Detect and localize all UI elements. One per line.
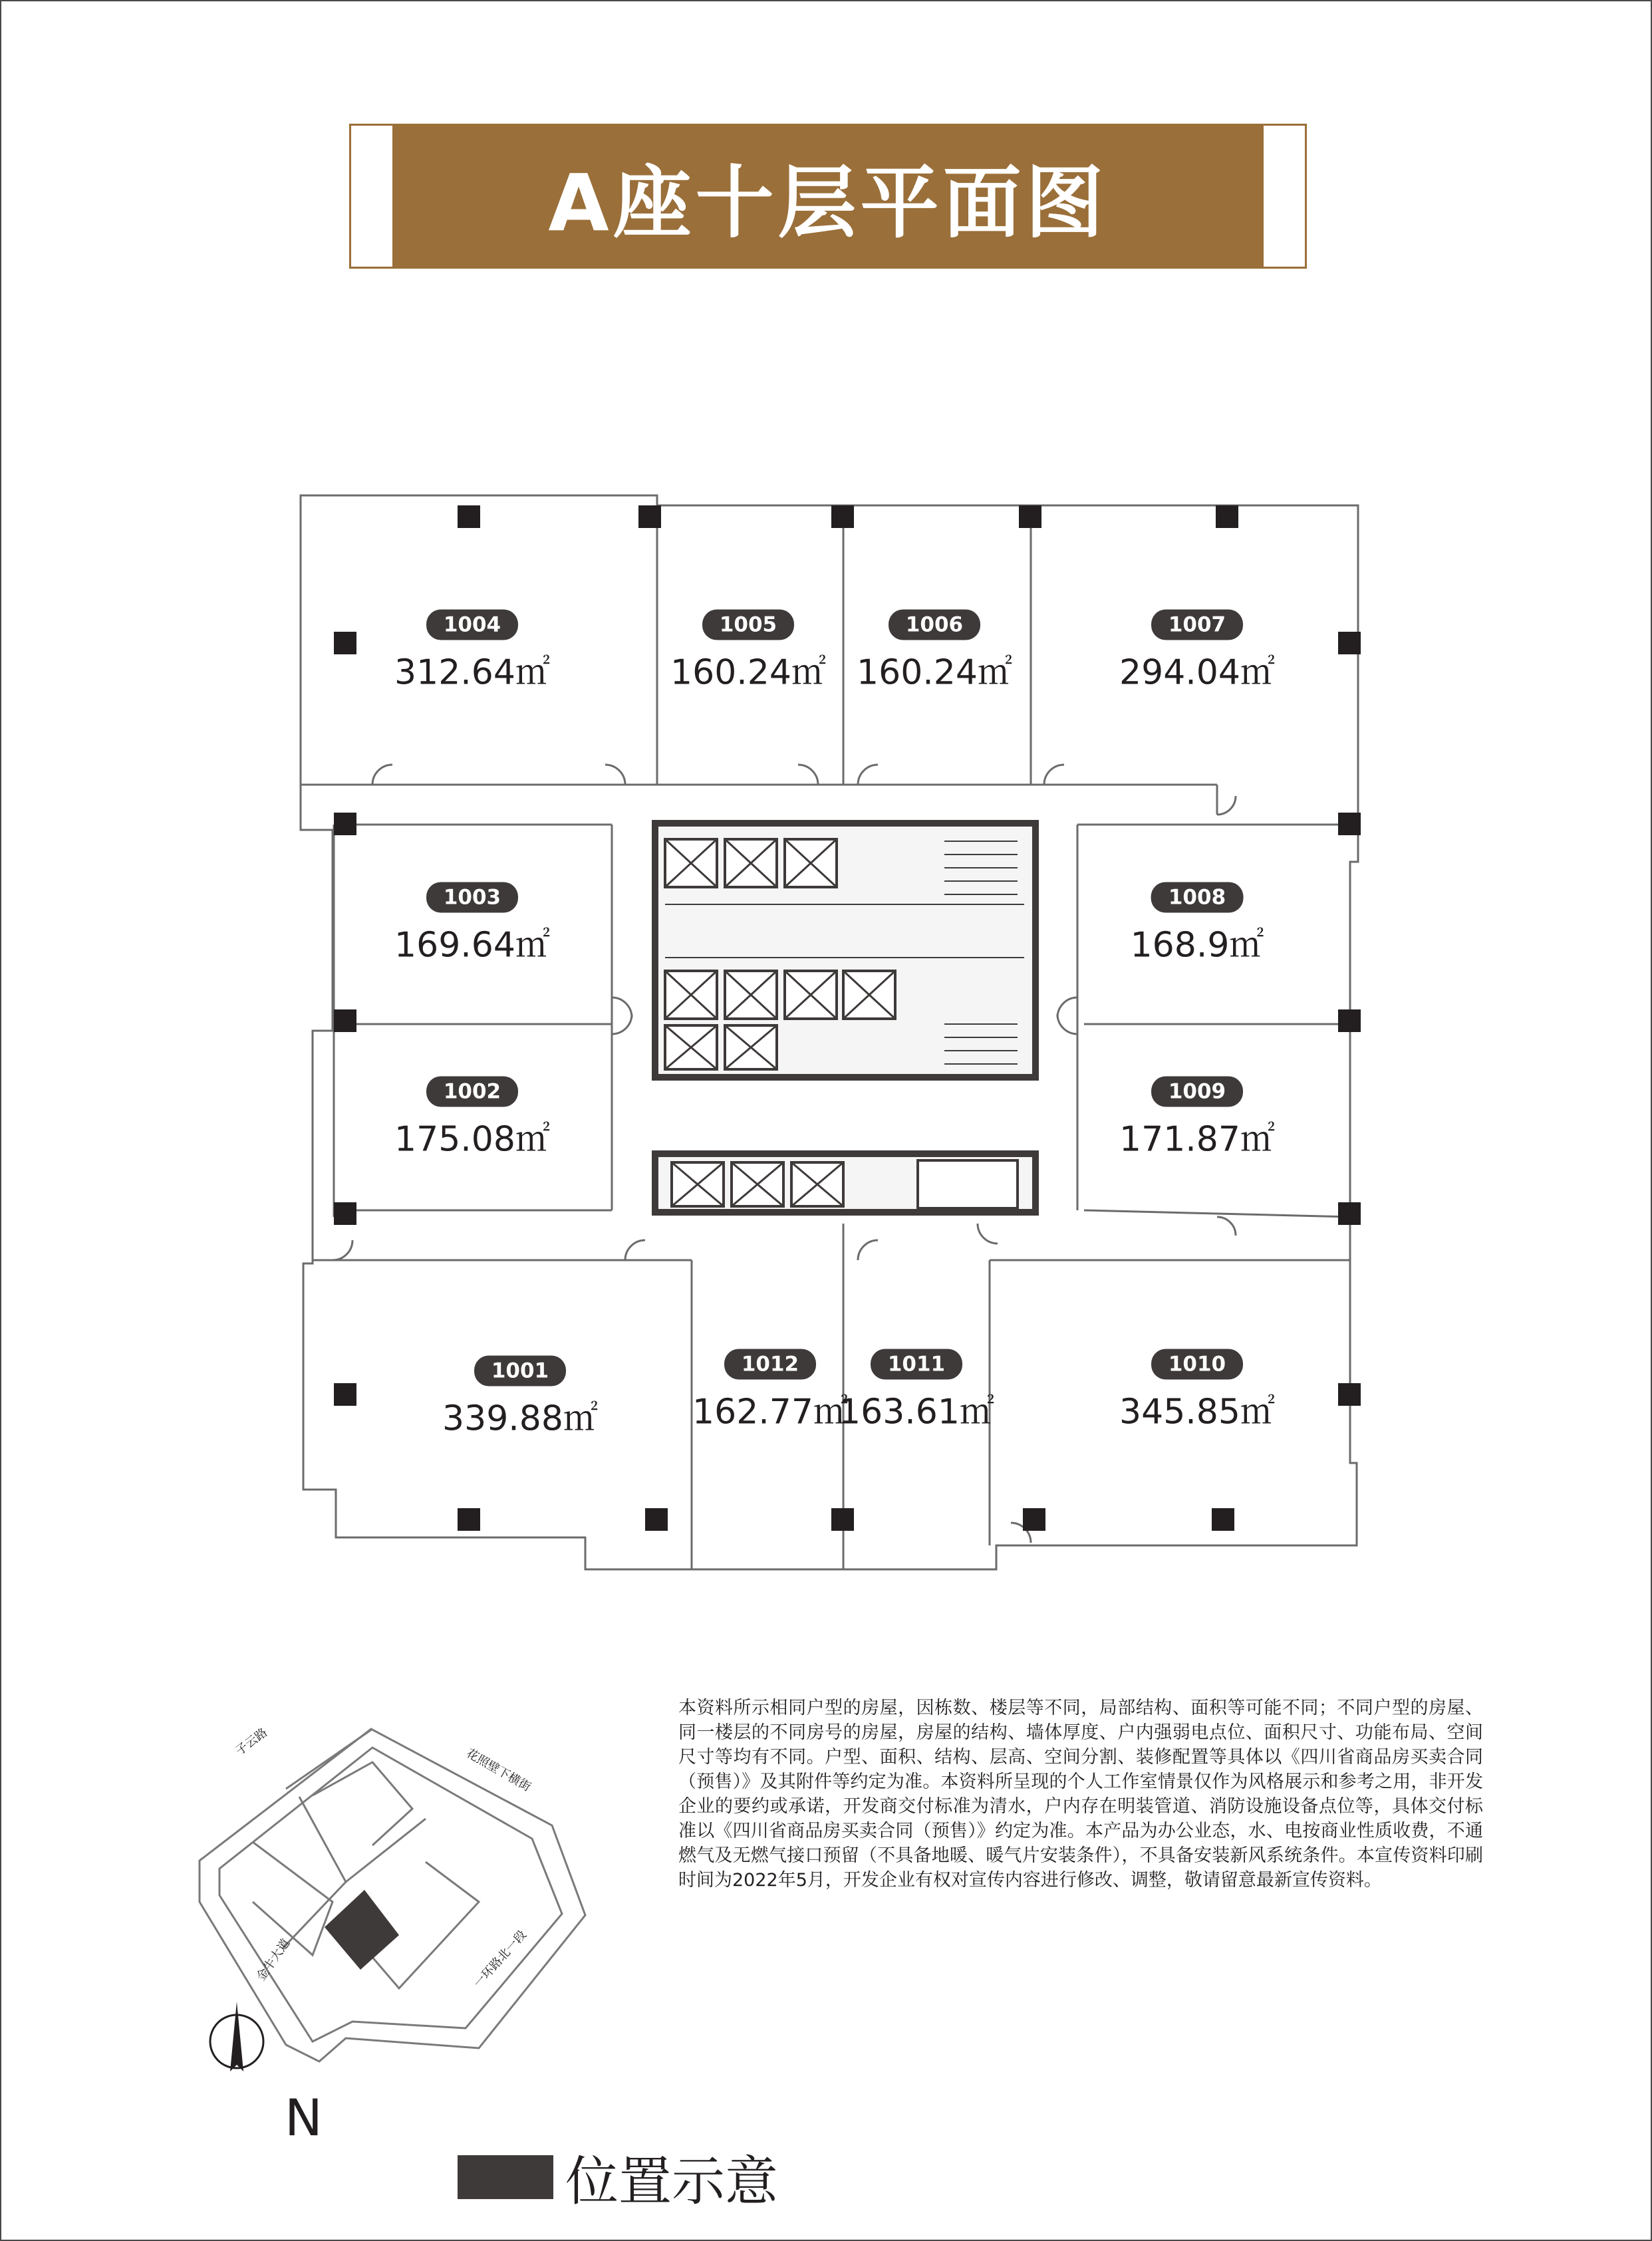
unit-number: 1009 [1151, 1077, 1243, 1107]
unit-number: 1012 [724, 1349, 816, 1380]
unit-area: 163.61㎡ [839, 1392, 994, 1432]
site-location-marker [325, 1890, 399, 1970]
legend-swatch [458, 2155, 553, 2199]
unit-number: 1003 [426, 882, 518, 913]
unit-area: 175.08㎡ [394, 1119, 550, 1160]
unit-area: 294.04㎡ [1119, 652, 1275, 693]
unit-number: 1001 [474, 1356, 566, 1386]
north-arrow-icon [210, 2002, 263, 2071]
unit-area: 168.9㎡ [1130, 925, 1264, 966]
unit-area: 160.24㎡ [670, 652, 826, 693]
unit-number: 1010 [1151, 1349, 1243, 1380]
disclaimer-text: 本资料所示相同户型的房屋，因栋数、楼层等不同，局部结构、面积等可能不同；不同户型的房屋、同一楼层的不同房号的房屋，房屋的结构、墙体厚度、户内强弱电点位、面积尺寸、功能布局、空间尺寸等均有不同。户型、面积、结构、层高、空间分割、装修配置等具体以《四川省商品房买卖合同（预售）》及其附件等约定为准。本资料所呈现的个人工作室情景仅作为风格展示和参考之用，非开发企业的要约或承诺，开发商交付标准为清水，户内存在明装管道、消防设施设备点位等，具体交付标准以《四川省商品房买卖合同（预售）》约定为准。本产品为办公业态，水、电按商业性质收费，不通燃气及无燃气接口预留（不具备地暖、暖气片安装条件），不具备安装新风系统条件。本宣传资料印刷时间为2022年5月，开发企业有权对宣传内容进行修改、调整，敬请留意最新宣传资料。 [678, 1698, 1483, 1891]
road-label-ziyun: 子云路 [233, 1725, 271, 1758]
unit-area: 339.88㎡ [442, 1398, 598, 1439]
unit-number: 1007 [1151, 610, 1243, 640]
page-title: A座十层平面图 [548, 157, 1108, 249]
north-label: N [285, 2088, 323, 2147]
unit-area: 171.87㎡ [1119, 1119, 1275, 1160]
unit-number: 1006 [889, 610, 980, 640]
location-legend [458, 2139, 778, 2215]
legend-label: 位置示意 [565, 2151, 778, 2212]
unit-number: 1008 [1151, 882, 1243, 913]
road-label-yihuan: 一环路北一段 [471, 1928, 529, 1991]
unit-area: 160.24㎡ [857, 652, 1012, 693]
unit-area: 345.85㎡ [1119, 1392, 1275, 1432]
unit-area: 169.64㎡ [394, 925, 550, 966]
unit-number: 1011 [871, 1349, 962, 1380]
road-label-huazhaobi: 花照壁下横街 [464, 1746, 533, 1795]
unit-area: 312.64㎡ [394, 652, 550, 693]
unit-area: 162.77㎡ [692, 1392, 848, 1432]
unit-number: 1005 [702, 610, 794, 640]
road-label-jinniu: 金牛大道 [253, 1936, 293, 1984]
unit-number: 1002 [426, 1077, 518, 1107]
unit-number: 1004 [426, 610, 518, 640]
